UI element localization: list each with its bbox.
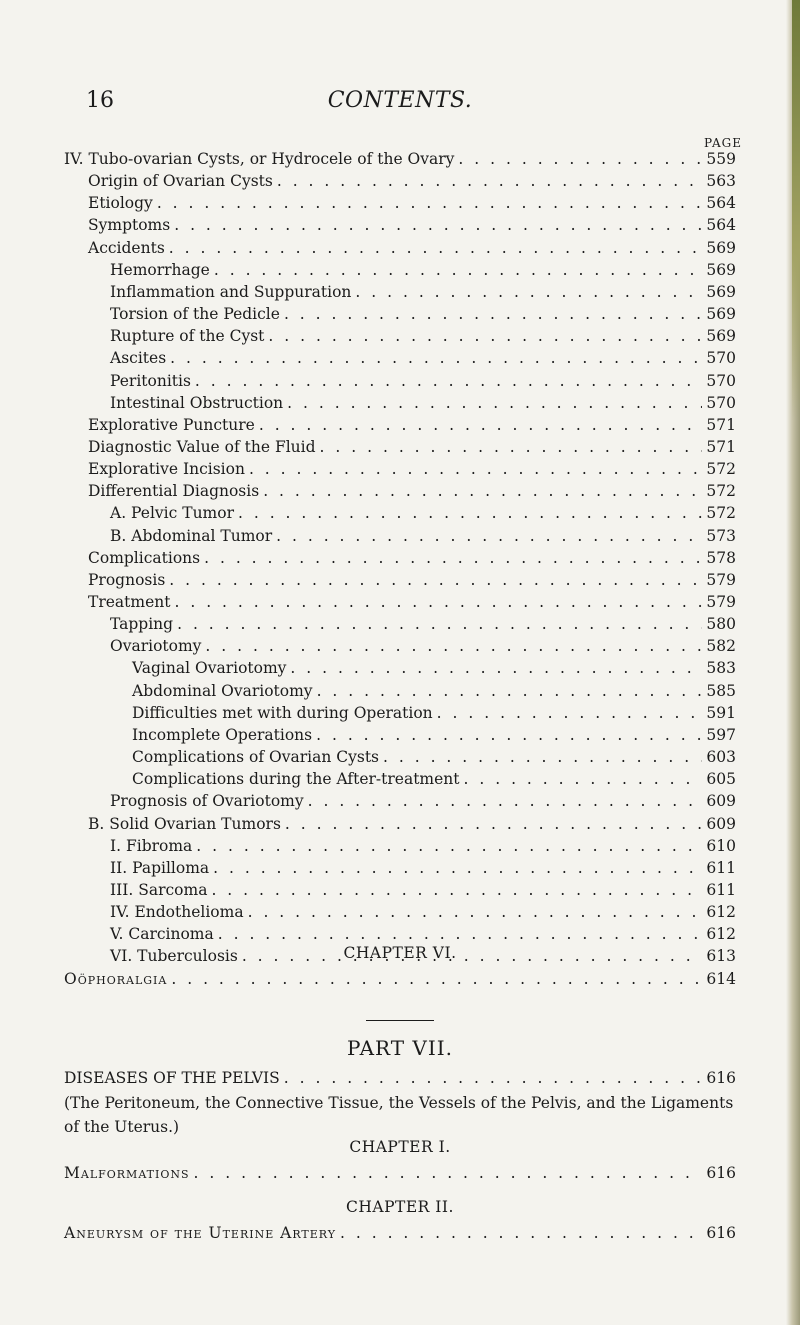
toc-entry-label: Treatment [88, 593, 171, 611]
toc-entry-label: Etiology [88, 194, 153, 212]
dot-leader [336, 1222, 702, 1244]
toc-entry-label: Explorative Incision [88, 460, 245, 478]
toc-entry-page: 571 [706, 416, 736, 434]
toc-entry[interactable] [88, 813, 736, 835]
page-edge-shadow [792, 0, 800, 420]
toc-entry-page: 571 [706, 438, 736, 456]
toc-entry-page: 611 [706, 859, 736, 877]
toc-entry-page: 564 [706, 216, 736, 234]
dot-leader [280, 303, 702, 325]
dot-leader [351, 281, 702, 303]
toc-entry[interactable] [110, 392, 736, 414]
toc-entry-label: Accidents [88, 239, 165, 257]
chapter-ii-heading: CHAPTER II. [346, 1198, 454, 1216]
toc-entry[interactable] [110, 502, 736, 524]
toc-entry-page: 579 [706, 571, 736, 589]
toc-entry[interactable] [110, 901, 736, 923]
toc-entry-label: Complications of Ovarian Cysts [132, 748, 380, 766]
toc-entry[interactable] [110, 370, 736, 392]
toc-entry-label: A. Pelvic Tumor [110, 504, 234, 522]
toc-entry-page: 570 [706, 372, 736, 390]
toc-entry-label: B. Solid Ovarian Tumors [88, 815, 281, 833]
toc-entry[interactable] [64, 1067, 736, 1089]
toc-entry-label: Prognosis [88, 571, 166, 589]
toc-entry-label: IV. Endothelioma [110, 903, 244, 921]
toc-entry-page: 585 [706, 682, 736, 700]
toc-entry-label: Vaginal Ovariotomy [132, 659, 287, 677]
toc-entry[interactable] [88, 414, 736, 436]
dot-leader [433, 702, 703, 724]
toc-entry-label: Torsion of the Pedicle [110, 305, 280, 323]
dot-leader [170, 214, 702, 236]
toc-entry-page: 559 [706, 150, 736, 168]
dot-leader [255, 414, 703, 436]
toc-entry[interactable] [88, 192, 736, 214]
toc-entry-page: 580 [706, 615, 736, 633]
chapter-i-heading: CHAPTER I. [349, 1138, 451, 1156]
dot-leader [281, 813, 703, 835]
toc-entry[interactable] [132, 702, 736, 724]
toc-entry[interactable] [88, 569, 736, 591]
toc-entry-label: Abdominal Ovariotomy [132, 682, 313, 700]
running-title: CONTENTS. [327, 88, 473, 113]
toc-entry[interactable] [110, 923, 736, 945]
toc-entry[interactable] [110, 613, 736, 635]
toc-entry-page: 573 [706, 527, 736, 545]
toc-entry-page: 597 [706, 726, 736, 744]
toc-entry-label: Differential Diagnosis [88, 482, 260, 500]
toc-entry-page: 569 [706, 327, 736, 345]
toc-entry-label: Difficulties met with during Operation [132, 704, 433, 722]
toc-entry-label: Complications [88, 549, 201, 567]
toc-entry-label: Symptoms [88, 216, 171, 234]
dot-leader [166, 347, 702, 369]
toc-entry[interactable] [88, 436, 736, 458]
dot-leader [454, 148, 702, 170]
toc-entry[interactable] [88, 591, 736, 613]
toc-entry-page: 572 [706, 482, 736, 500]
dot-leader [286, 657, 702, 679]
dot-leader [283, 392, 702, 414]
toc-entry-page: 583 [706, 659, 736, 677]
toc-entry-page: 614 [706, 970, 736, 988]
toc-entry-label: IV. Tubo-ovarian Cysts, or Hydrocele of the Ovary [64, 150, 455, 168]
toc-entry[interactable] [88, 170, 736, 192]
toc-entry-label: Ascites [110, 349, 167, 367]
toc-entry-label: Complications during the After-treatment [132, 770, 460, 788]
toc-entry-label: Peritonitis [110, 372, 191, 390]
toc-entry[interactable] [64, 148, 736, 170]
toc-entry-label: III. Sarcoma [110, 881, 208, 899]
toc-entry-label: Hemorrhage [110, 261, 210, 279]
toc-entry-label: Intestinal Obstruction [110, 394, 284, 412]
toc-entry-label: II. Papilloma [110, 859, 210, 877]
toc-entry-page: 613 [706, 947, 736, 965]
toc-entry-page: 603 [706, 748, 736, 766]
toc-entry-page: 569 [706, 305, 736, 323]
toc-entry-label: VI. Tuberculosis [110, 947, 238, 965]
toc-entry-page: 616 [706, 1224, 736, 1242]
toc-entry[interactable] [110, 281, 736, 303]
toc-entry[interactable] [110, 635, 736, 657]
dot-leader [312, 724, 702, 746]
toc-entry-label: Tapping [110, 615, 174, 633]
dot-leader [200, 547, 702, 569]
dot-leader [280, 1067, 703, 1089]
toc-entry[interactable] [88, 547, 736, 569]
toc-entry[interactable] [110, 790, 736, 812]
part-vii-description: (The Peritoneum, the Connective Tissue, the Vessels of the Pelvis, and the Ligaments of the Uterus.) [64, 1094, 734, 1136]
toc-entry-page: 591 [706, 704, 736, 722]
dot-leader [153, 192, 703, 214]
toc-entry[interactable] [110, 259, 736, 281]
toc-entry-page: 582 [706, 637, 736, 655]
toc-entry-page: 569 [706, 283, 736, 301]
dot-leader [234, 502, 702, 524]
toc-entry-page: 616 [706, 1164, 736, 1182]
dot-leader [259, 480, 702, 502]
toc-entry[interactable] [88, 458, 736, 480]
toc-entry-page: 612 [706, 903, 736, 921]
toc-entry-page: 564 [706, 194, 736, 212]
toc-entry-label: Incomplete Operations [132, 726, 313, 744]
toc-entry[interactable] [64, 1162, 736, 1184]
toc-entry-page: 572 [706, 504, 736, 522]
toc-entry-page: 612 [706, 925, 736, 943]
toc-entry-page: 572 [706, 460, 736, 478]
toc-entry[interactable] [110, 879, 736, 901]
part-vii-heading: PART VII. [346, 1036, 454, 1060]
dot-leader [190, 1162, 703, 1184]
toc-entry-label: Explorative Puncture [88, 416, 255, 434]
toc-entry[interactable] [132, 724, 736, 746]
chapter-vi-heading: CHAPTER VI. [343, 944, 457, 962]
dot-leader [173, 613, 702, 635]
toc-entry[interactable] [132, 680, 736, 702]
page-column-label: PAGE [704, 136, 742, 150]
toc-entry[interactable] [88, 237, 736, 259]
toc-entry-label: Malformations [64, 1164, 190, 1182]
toc-entry[interactable] [64, 968, 736, 990]
toc-entry[interactable] [88, 214, 736, 236]
dot-leader [313, 680, 703, 702]
dot-leader [191, 370, 702, 392]
dot-leader [167, 968, 702, 990]
dot-leader [214, 923, 703, 945]
toc-entry-page: 578 [706, 549, 736, 567]
dot-leader [273, 170, 703, 192]
section-divider [366, 1020, 434, 1021]
toc-entry-label: Inflammation and Suppuration [110, 283, 352, 301]
toc-entry[interactable] [132, 657, 736, 679]
toc-entry[interactable] [110, 835, 736, 857]
toc-entry[interactable] [110, 347, 736, 369]
dot-leader [379, 746, 702, 768]
toc-entry-page: 563 [706, 172, 736, 190]
toc-entry-page: 579 [706, 593, 736, 611]
toc-entry-page: 605 [706, 770, 736, 788]
toc-entry[interactable] [64, 1222, 736, 1244]
toc-entry-page: 609 [706, 792, 736, 810]
toc-entry-page: 569 [706, 239, 736, 257]
toc-entry-label: DISEASES OF THE PELVIS [64, 1069, 280, 1087]
page-number: 16 [86, 88, 114, 113]
dot-leader [304, 790, 703, 812]
dot-leader [316, 436, 703, 458]
toc-entry[interactable] [110, 857, 736, 879]
toc-entry-page: 610 [706, 837, 736, 855]
toc-entry[interactable] [110, 303, 736, 325]
dot-leader [201, 635, 702, 657]
dot-leader [244, 901, 703, 923]
toc-entry[interactable] [110, 325, 736, 347]
toc-entry-label: Rupture of the Cyst [110, 327, 265, 345]
toc-entry[interactable] [132, 746, 736, 768]
toc-entry-page: 616 [706, 1069, 736, 1087]
toc-entry[interactable] [132, 768, 736, 790]
toc-entry-page: 609 [706, 815, 736, 833]
toc-entry[interactable] [110, 525, 736, 547]
toc-entry-page: 570 [706, 394, 736, 412]
dot-leader [460, 768, 703, 790]
dot-leader [210, 259, 703, 281]
toc-entry-label: Ovariotomy [110, 637, 202, 655]
dot-leader [264, 325, 702, 347]
toc-entry-label: Origin of Ovarian Cysts [88, 172, 273, 190]
dot-leader [165, 569, 702, 591]
toc-entry-page: 570 [706, 349, 736, 367]
dot-leader [209, 857, 702, 879]
toc-entry-label: I. Fibroma [110, 837, 193, 855]
dot-leader [272, 525, 702, 547]
dot-leader [170, 591, 702, 613]
dot-leader [245, 458, 702, 480]
dot-leader [165, 237, 703, 259]
toc-entry-label: Aneurysm of the Uterine Artery [64, 1224, 337, 1242]
toc-entry-label: B. Abdominal Tumor [110, 527, 273, 545]
toc-entry-label: Oöphoralgia [64, 970, 168, 988]
toc-entry-page: 569 [706, 261, 736, 279]
toc-entry[interactable] [88, 480, 736, 502]
toc-entry-label: Prognosis of Ovariotomy [110, 792, 304, 810]
toc-entry-label: V. Carcinoma [110, 925, 214, 943]
dot-leader [207, 879, 702, 901]
toc-entry-label: Diagnostic Value of the Fluid [88, 438, 316, 456]
dot-leader [192, 835, 702, 857]
toc-entry-page: 611 [706, 881, 736, 899]
